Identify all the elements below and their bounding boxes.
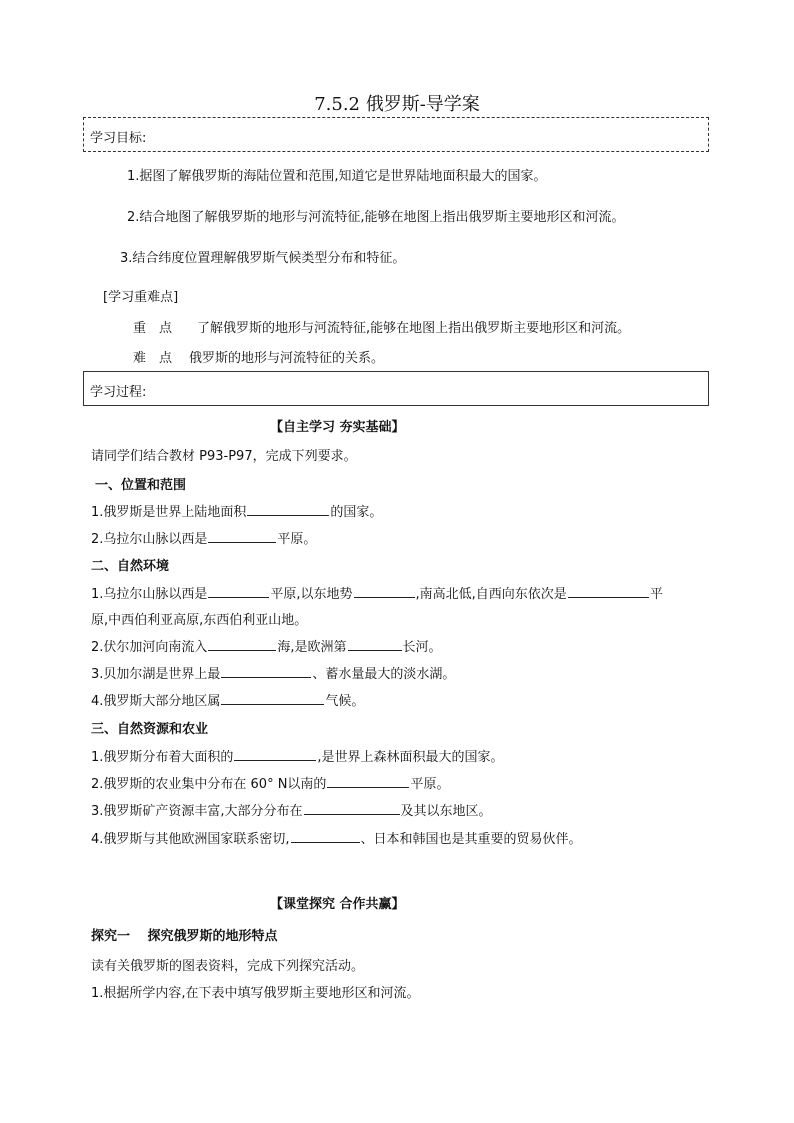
learning-goals-label: 学习目标:: [90, 131, 147, 146]
answer-blank[interactable]: [304, 802, 400, 815]
page-title: 7.5.2 俄罗斯-导学案: [314, 94, 480, 115]
self-study-intro: 请同学们结合教材 P93-P97，完成下列要求。: [91, 449, 357, 464]
question-line: 3.俄罗斯矿产资源丰富,大部分分布在 及其以东地区。: [91, 804, 492, 819]
learning-process-box: [83, 371, 709, 406]
question-line: 3.贝加尔湖是世界上最 、蓄水量最大的淡水湖。: [91, 667, 456, 682]
goal-item: 1.据图了解俄罗斯的海陆位置和范围,知道它是世界陆地面积最大的国家。: [127, 169, 547, 184]
key-point-label: 重 点: [133, 321, 173, 336]
section-heading: 二、自然环境: [91, 559, 170, 574]
question-line: 4.俄罗斯大部分地区属 气候。: [91, 694, 365, 709]
answer-blank[interactable]: [208, 585, 269, 598]
answer-blank[interactable]: [291, 830, 360, 843]
answer-blank[interactable]: [568, 585, 649, 598]
answer-blank[interactable]: [221, 692, 324, 705]
goal-item: 3.结合纬度位置理解俄罗斯气候类型分布和特征。: [120, 251, 406, 266]
question-line: 2.乌拉尔山脉以西是 平原。: [91, 532, 317, 547]
question-line: 1.乌拉尔山脉以西是 平原,以东地势 ,南高北低,自西向东依次是 平: [91, 587, 663, 602]
answer-blank[interactable]: [221, 665, 311, 678]
answer-blank[interactable]: [234, 748, 316, 761]
difficulty-label: 难 点: [133, 351, 173, 366]
question-line: 1.俄罗斯是世界上陆地面积 的国家。: [91, 505, 383, 520]
explore-question: 1.根据所学内容,在下表中填写俄罗斯主要地形区和河流。: [91, 986, 420, 1001]
keypoints-heading: [学习重难点]: [103, 290, 179, 305]
explore-banner: 【课堂探究 合作共赢】: [270, 897, 405, 912]
answer-blank[interactable]: [348, 638, 402, 651]
explore-heading: 探究一 探究俄罗斯的地形特点: [91, 929, 278, 944]
answer-blank[interactable]: [208, 638, 276, 651]
question-line: 1.俄罗斯分布着大面积的 ,是世界上森林面积最大的国家。: [91, 750, 504, 765]
learning-goals-box: [83, 117, 709, 152]
section-heading: 一、位置和范围: [95, 478, 187, 493]
answer-blank[interactable]: [354, 585, 415, 598]
self-study-banner: 【自主学习 夯实基础】: [270, 420, 405, 435]
question-line: 4.俄罗斯与其他欧洲国家联系密切, 、日本和韩国也是其重要的贸易伙伴。: [91, 832, 582, 847]
key-point-text: 了解俄罗斯的地形与河流特征,能够在地图上指出俄罗斯主要地形区和河流。: [197, 321, 631, 336]
answer-blank[interactable]: [327, 775, 409, 788]
answer-blank[interactable]: [208, 530, 276, 543]
question-line: 2.伏尔加河向南流入 海,是欧洲第 长河。: [91, 640, 442, 655]
section-heading: 三、自然资源和农业: [91, 722, 209, 737]
goal-item: 2.结合地图了解俄罗斯的地形与河流特征,能够在地图上指出俄罗斯主要地形区和河流。: [127, 210, 625, 225]
explore-intro: 读有关俄罗斯的图表资料，完成下列探究活动。: [91, 959, 365, 974]
question-line-cont: 原,中西伯利亚高原,东西伯利亚山地。: [91, 613, 308, 628]
difficulty-text: 俄罗斯的地形与河流特征的关系。: [189, 351, 385, 366]
learning-process-label: 学习过程:: [90, 385, 147, 400]
question-line: 2.俄罗斯的农业集中分布在 60° N以南的 平原。: [91, 777, 450, 792]
answer-blank[interactable]: [247, 503, 329, 516]
